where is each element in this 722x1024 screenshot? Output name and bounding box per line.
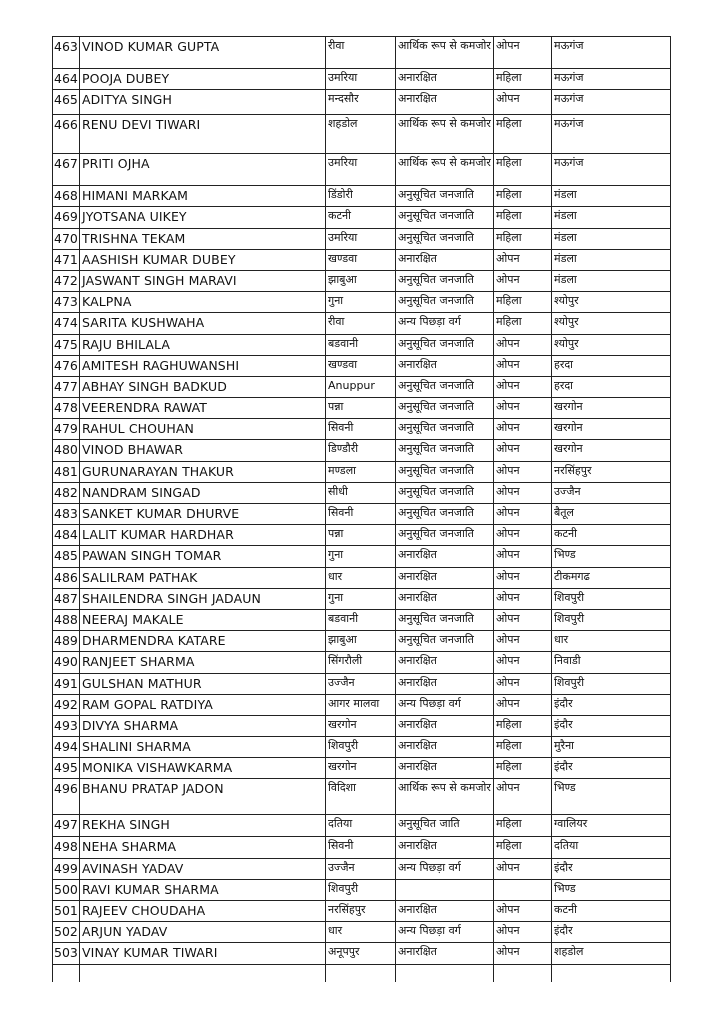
- category-cell: अनारक्षित: [396, 355, 494, 376]
- category-cell: आर्थिक रूप से कमजोर: [396, 154, 494, 186]
- gender-cell: ओपन: [494, 567, 552, 588]
- table-row: [53, 525, 671, 546]
- posting-district-cell: खरगोन: [552, 440, 671, 461]
- category-cell: अनारक्षित: [396, 901, 494, 922]
- table-row: [53, 567, 671, 588]
- category-cell: अनारक्षित: [396, 715, 494, 736]
- gender-cell: ओपन: [494, 779, 552, 815]
- category-cell: अनारक्षित: [396, 737, 494, 758]
- gender-cell: ओपन: [494, 901, 552, 922]
- district-cell: सीधी: [326, 482, 396, 503]
- category-cell: आर्थिक रूप से कमजोर: [396, 37, 494, 69]
- posting-district-cell: मंडला: [552, 207, 671, 228]
- gender-cell: ओपन: [494, 355, 552, 376]
- category-cell: अन्य पिछड़ा वर्ग: [396, 922, 494, 943]
- category-cell: अनुसूचित जनजाति: [396, 334, 494, 355]
- table-row: [53, 609, 671, 630]
- serial-number-cell: 483: [53, 504, 80, 525]
- district-cell: डिण्डौरी: [326, 440, 396, 461]
- table-row: [53, 37, 671, 69]
- posting-district-cell: श्योपुर: [552, 292, 671, 313]
- table-row: [53, 943, 671, 964]
- category-cell: अनुसूचित जनजाति: [396, 631, 494, 652]
- table-row: [53, 779, 671, 815]
- candidate-name-cell: REKHA SINGH: [80, 815, 326, 836]
- table-row: [53, 694, 671, 715]
- gender-cell: महिला: [494, 154, 552, 186]
- gender-cell: ओपन: [494, 482, 552, 503]
- gender-cell: ओपन: [494, 631, 552, 652]
- district-cell: झाबुआ: [326, 270, 396, 291]
- gender-cell: ओपन: [494, 694, 552, 715]
- table-row: [53, 715, 671, 736]
- district-cell: बडवानी: [326, 334, 396, 355]
- candidate-name-cell: SANKET KUMAR DHURVE: [80, 504, 326, 525]
- category-cell: अनुसूचित जनजाति: [396, 504, 494, 525]
- serial-number-cell: 477: [53, 376, 80, 397]
- district-cell: गुना: [326, 588, 396, 609]
- category-cell: अनुसूचित जनजाति: [396, 525, 494, 546]
- candidate-name-cell: POOJA DUBEY: [80, 69, 326, 90]
- serial-number-cell: 473: [53, 292, 80, 313]
- table-row: [53, 461, 671, 482]
- posting-district-cell: नरसिंहपुर: [552, 461, 671, 482]
- serial-number-cell: 474: [53, 313, 80, 334]
- table-row: [53, 90, 671, 115]
- serial-number-cell: 492: [53, 694, 80, 715]
- candidate-name-cell: HIMANI MARKAM: [80, 186, 326, 207]
- empty-cell: [80, 964, 326, 982]
- empty-cell: [396, 964, 494, 982]
- category-cell: अनारक्षित: [396, 69, 494, 90]
- table-row: [53, 879, 671, 900]
- gender-cell: महिला: [494, 292, 552, 313]
- empty-cell: [552, 964, 671, 982]
- candidate-name-cell: NEERAJ MAKALE: [80, 609, 326, 630]
- category-cell: अनुसूचित जनजाति: [396, 419, 494, 440]
- serial-number-cell: 491: [53, 673, 80, 694]
- district-cell: आगर मालवा: [326, 694, 396, 715]
- table-row: [53, 270, 671, 291]
- posting-district-cell: शिवपुरी: [552, 588, 671, 609]
- posting-district-cell: इंदौर: [552, 922, 671, 943]
- district-cell: खरगोन: [326, 758, 396, 779]
- candidate-name-cell: RAJU BHILALA: [80, 334, 326, 355]
- serial-number-cell: 471: [53, 249, 80, 270]
- category-cell: अनुसूचित जनजाति: [396, 461, 494, 482]
- serial-number-cell: 484: [53, 525, 80, 546]
- category-cell: अनारक्षित: [396, 758, 494, 779]
- candidate-name-cell: AASHISH KUMAR DUBEY: [80, 249, 326, 270]
- table-row: [53, 901, 671, 922]
- district-cell: पन्ना: [326, 525, 396, 546]
- gender-cell: ओपन: [494, 609, 552, 630]
- candidate-name-cell: JYOTSANA UIKEY: [80, 207, 326, 228]
- posting-district-cell: शिवपुरी: [552, 673, 671, 694]
- district-cell: नरसिंहपुर: [326, 901, 396, 922]
- posting-district-cell: ग्वालियर: [552, 815, 671, 836]
- posting-district-cell: हरदा: [552, 355, 671, 376]
- gender-cell: ओपन: [494, 943, 552, 964]
- category-cell: अनुसूचित जनजाति: [396, 482, 494, 503]
- serial-number-cell: 479: [53, 419, 80, 440]
- serial-number-cell: 468: [53, 186, 80, 207]
- category-cell: अनुसूचित जनजाति: [396, 440, 494, 461]
- table-row: [53, 249, 671, 270]
- serial-number-cell: 490: [53, 652, 80, 673]
- serial-number-cell: 481: [53, 461, 80, 482]
- district-cell: उमरिया: [326, 228, 396, 249]
- serial-number-cell: 502: [53, 922, 80, 943]
- gender-cell: ओपन: [494, 398, 552, 419]
- posting-district-cell: श्योपुर: [552, 313, 671, 334]
- gender-cell: ओपन: [494, 440, 552, 461]
- posting-district-cell: शहडोल: [552, 943, 671, 964]
- category-cell: अनारक्षित: [396, 943, 494, 964]
- table-row: [53, 334, 671, 355]
- table-row: [53, 376, 671, 397]
- category-cell: अनारक्षित: [396, 546, 494, 567]
- category-cell: आर्थिक रूप से कमजोर: [396, 779, 494, 815]
- candidate-name-cell: SALILRAM PATHAK: [80, 567, 326, 588]
- district-cell: शहडोल: [326, 115, 396, 154]
- candidate-name-cell: PRITI OJHA: [80, 154, 326, 186]
- district-cell: डिंडोरी: [326, 186, 396, 207]
- gender-cell: महिला: [494, 836, 552, 858]
- category-cell: अनारक्षित: [396, 90, 494, 115]
- candidate-name-cell: VINOD BHAWAR: [80, 440, 326, 461]
- serial-number-cell: 475: [53, 334, 80, 355]
- serial-number-cell: 482: [53, 482, 80, 503]
- district-cell: गुना: [326, 292, 396, 313]
- serial-number-cell: 501: [53, 901, 80, 922]
- district-cell: शिवपुरी: [326, 879, 396, 900]
- gender-cell: ओपन: [494, 376, 552, 397]
- district-cell: खण्डवा: [326, 249, 396, 270]
- posting-district-cell: मंडला: [552, 186, 671, 207]
- district-cell: पन्ना: [326, 398, 396, 419]
- candidate-name-cell: SARITA KUSHWAHA: [80, 313, 326, 334]
- serial-number-cell: 488: [53, 609, 80, 630]
- table-row: [53, 440, 671, 461]
- serial-number-cell: 489: [53, 631, 80, 652]
- gender-cell: महिला: [494, 715, 552, 736]
- gender-cell: महिला: [494, 737, 552, 758]
- district-cell: सिवनी: [326, 504, 396, 525]
- candidate-name-cell: RAVI KUMAR SHARMA: [80, 879, 326, 900]
- serial-number-cell: 463: [53, 37, 80, 69]
- category-cell: अनारक्षित: [396, 588, 494, 609]
- candidate-name-cell: LALIT KUMAR HARDHAR: [80, 525, 326, 546]
- serial-number-cell: 495: [53, 758, 80, 779]
- table-row: [53, 922, 671, 943]
- candidate-name-cell: RAM GOPAL RATDIYA: [80, 694, 326, 715]
- posting-district-cell: मुरैना: [552, 737, 671, 758]
- district-cell: सिवनी: [326, 836, 396, 858]
- district-cell: विदिशा: [326, 779, 396, 815]
- posting-district-cell: भिण्ड: [552, 879, 671, 900]
- gender-cell: ओपन: [494, 37, 552, 69]
- district-cell: दतिया: [326, 815, 396, 836]
- candidate-name-cell: RAJEEV CHOUDAHA: [80, 901, 326, 922]
- posting-district-cell: भिण्ड: [552, 779, 671, 815]
- candidate-name-cell: VEERENDRA RAWAT: [80, 398, 326, 419]
- category-cell: अनुसूचित जनजाति: [396, 207, 494, 228]
- district-cell: मन्दसौर: [326, 90, 396, 115]
- table-row: [53, 207, 671, 228]
- district-cell: शिवपुरी: [326, 737, 396, 758]
- gender-cell: [494, 879, 552, 900]
- table-row: [53, 355, 671, 376]
- table-row: [53, 815, 671, 836]
- table-row: [53, 758, 671, 779]
- posting-district-cell: मऊगंज: [552, 37, 671, 69]
- district-cell: उज्जैन: [326, 858, 396, 879]
- table-row: [53, 836, 671, 858]
- table-row: [53, 631, 671, 652]
- gender-cell: ओपन: [494, 504, 552, 525]
- district-cell: खरगोन: [326, 715, 396, 736]
- serial-number-cell: 499: [53, 858, 80, 879]
- category-cell: अनुसूचित जनजाति: [396, 609, 494, 630]
- category-cell: अनारक्षित: [396, 652, 494, 673]
- candidate-name-cell: NANDRAM SINGAD: [80, 482, 326, 503]
- serial-number-cell: 487: [53, 588, 80, 609]
- district-cell: उज्जैन: [326, 673, 396, 694]
- table-row: [53, 115, 671, 154]
- posting-district-cell: उज्जैन: [552, 482, 671, 503]
- gender-cell: महिला: [494, 115, 552, 154]
- district-cell: रीवा: [326, 37, 396, 69]
- gender-cell: महिला: [494, 313, 552, 334]
- category-cell: अनारक्षित: [396, 249, 494, 270]
- serial-number-cell: 467: [53, 154, 80, 186]
- serial-number-cell: 503: [53, 943, 80, 964]
- category-cell: अनारक्षित: [396, 836, 494, 858]
- candidate-name-cell: DIVYA SHARMA: [80, 715, 326, 736]
- posting-district-cell: खरगोन: [552, 419, 671, 440]
- serial-number-cell: 500: [53, 879, 80, 900]
- category-cell: अनुसूचित जनजाति: [396, 376, 494, 397]
- posting-district-cell: भिण्ड: [552, 546, 671, 567]
- candidate-name-cell: GULSHAN MATHUR: [80, 673, 326, 694]
- district-cell: Anuppur: [326, 376, 396, 397]
- category-cell: [396, 879, 494, 900]
- serial-number-cell: 493: [53, 715, 80, 736]
- posting-district-cell: इंदौर: [552, 694, 671, 715]
- candidate-name-cell: JASWANT SINGH MARAVI: [80, 270, 326, 291]
- category-cell: अनुसूचित जनजाति: [396, 398, 494, 419]
- table-empty-row: [53, 964, 671, 982]
- serial-number-cell: 465: [53, 90, 80, 115]
- gender-cell: ओपन: [494, 419, 552, 440]
- district-cell: धार: [326, 567, 396, 588]
- gender-cell: महिला: [494, 69, 552, 90]
- district-cell: उमरिया: [326, 154, 396, 186]
- candidate-name-cell: PAWAN SINGH TOMAR: [80, 546, 326, 567]
- serial-number-cell: 497: [53, 815, 80, 836]
- gender-cell: ओपन: [494, 673, 552, 694]
- posting-district-cell: मऊगंज: [552, 90, 671, 115]
- gender-cell: ओपन: [494, 652, 552, 673]
- serial-number-cell: 476: [53, 355, 80, 376]
- empty-cell: [326, 964, 396, 982]
- posting-district-cell: इंदौर: [552, 858, 671, 879]
- category-cell: अनारक्षित: [396, 673, 494, 694]
- gender-cell: ओपन: [494, 922, 552, 943]
- gender-cell: महिला: [494, 186, 552, 207]
- district-cell: गुना: [326, 546, 396, 567]
- table-row: [53, 652, 671, 673]
- table-row: [53, 292, 671, 313]
- district-cell: खण्डवा: [326, 355, 396, 376]
- gender-cell: ओपन: [494, 334, 552, 355]
- district-cell: अनूपपुर: [326, 943, 396, 964]
- empty-cell: [494, 964, 552, 982]
- candidate-name-cell: BHANU PRATAP JADON: [80, 779, 326, 815]
- district-cell: उमरिया: [326, 69, 396, 90]
- candidate-name-cell: TRISHNA TEKAM: [80, 228, 326, 249]
- table-row: [53, 186, 671, 207]
- candidate-name-cell: VINAY KUMAR TIWARI: [80, 943, 326, 964]
- gender-cell: ओपन: [494, 546, 552, 567]
- candidate-name-cell: ABHAY SINGH BADKUD: [80, 376, 326, 397]
- posting-district-cell: कटनी: [552, 901, 671, 922]
- serial-number-cell: 470: [53, 228, 80, 249]
- district-cell: रीवा: [326, 313, 396, 334]
- gender-cell: महिला: [494, 207, 552, 228]
- table-row: [53, 69, 671, 90]
- category-cell: अनुसूचित जनजाति: [396, 228, 494, 249]
- category-cell: अनारक्षित: [396, 567, 494, 588]
- category-cell: अन्य पिछड़ा वर्ग: [396, 858, 494, 879]
- gender-cell: ओपन: [494, 270, 552, 291]
- serial-number-cell: 498: [53, 836, 80, 858]
- posting-district-cell: टीकमगढ: [552, 567, 671, 588]
- posting-district-cell: इंदौर: [552, 758, 671, 779]
- gender-cell: ओपन: [494, 588, 552, 609]
- posting-district-cell: मऊगंज: [552, 154, 671, 186]
- posting-district-cell: धार: [552, 631, 671, 652]
- candidate-name-cell: RAHUL CHOUHAN: [80, 419, 326, 440]
- table-row: [53, 482, 671, 503]
- candidate-name-cell: KALPNA: [80, 292, 326, 313]
- serial-number-cell: 469: [53, 207, 80, 228]
- table-row: [53, 858, 671, 879]
- category-cell: आर्थिक रूप से कमजोर: [396, 115, 494, 154]
- posting-district-cell: इंदौर: [552, 715, 671, 736]
- table-row: [53, 546, 671, 567]
- candidate-name-cell: VINOD KUMAR GUPTA: [80, 37, 326, 69]
- posting-district-cell: शिवपुरी: [552, 609, 671, 630]
- posting-district-cell: श्योपुर: [552, 334, 671, 355]
- posting-district-cell: बैतूल: [552, 504, 671, 525]
- district-cell: कटनी: [326, 207, 396, 228]
- gender-cell: ओपन: [494, 90, 552, 115]
- gender-cell: ओपन: [494, 249, 552, 270]
- table-row: [53, 228, 671, 249]
- posting-district-cell: निवाडी: [552, 652, 671, 673]
- district-cell: सिंगरौली: [326, 652, 396, 673]
- table-row: [53, 588, 671, 609]
- candidate-name-cell: ARJUN YADAV: [80, 922, 326, 943]
- table-row: [53, 673, 671, 694]
- candidate-name-cell: GURUNARAYAN THAKUR: [80, 461, 326, 482]
- posting-district-cell: मंडला: [552, 228, 671, 249]
- district-cell: झाबुआ: [326, 631, 396, 652]
- category-cell: अनुसूचित जनजाति: [396, 270, 494, 291]
- serial-number-cell: 466: [53, 115, 80, 154]
- gender-cell: महिला: [494, 228, 552, 249]
- serial-number-cell: 480: [53, 440, 80, 461]
- serial-number-cell: 464: [53, 69, 80, 90]
- category-cell: अनुसूचित जनजाति: [396, 292, 494, 313]
- posting-district-cell: मंडला: [552, 249, 671, 270]
- posting-district-cell: मऊगंज: [552, 115, 671, 154]
- serial-number-cell: 494: [53, 737, 80, 758]
- gender-cell: ओपन: [494, 858, 552, 879]
- table-row: [53, 737, 671, 758]
- district-cell: बडवानी: [326, 609, 396, 630]
- table-row: [53, 154, 671, 186]
- serial-number-cell: 478: [53, 398, 80, 419]
- district-cell: मण्डला: [326, 461, 396, 482]
- candidate-name-cell: DHARMENDRA KATARE: [80, 631, 326, 652]
- table-body: [53, 37, 671, 983]
- serial-number-cell: 472: [53, 270, 80, 291]
- candidate-name-cell: MONIKA VISHAWKARMA: [80, 758, 326, 779]
- candidate-name-cell: SHALINI SHARMA: [80, 737, 326, 758]
- candidate-name-cell: AVINASH YADAV: [80, 858, 326, 879]
- table-row: [53, 419, 671, 440]
- category-cell: अनुसूचित जाति: [396, 815, 494, 836]
- gender-cell: महिला: [494, 758, 552, 779]
- gender-cell: ओपन: [494, 525, 552, 546]
- district-cell: सिवनी: [326, 419, 396, 440]
- posting-district-cell: हरदा: [552, 376, 671, 397]
- serial-number-cell: 485: [53, 546, 80, 567]
- serial-number-cell: 496: [53, 779, 80, 815]
- category-cell: अनुसूचित जनजाति: [396, 186, 494, 207]
- candidate-name-cell: AMITESH RAGHUWANSHI: [80, 355, 326, 376]
- table-row: [53, 398, 671, 419]
- table-row: [53, 504, 671, 525]
- candidate-table: [52, 36, 671, 982]
- candidate-name-cell: RANJEET SHARMA: [80, 652, 326, 673]
- posting-district-cell: दतिया: [552, 836, 671, 858]
- candidate-name-cell: SHAILENDRA SINGH JADAUN: [80, 588, 326, 609]
- district-cell: धार: [326, 922, 396, 943]
- posting-district-cell: मऊगंज: [552, 69, 671, 90]
- posting-district-cell: खरगोन: [552, 398, 671, 419]
- posting-district-cell: मंडला: [552, 270, 671, 291]
- gender-cell: महिला: [494, 815, 552, 836]
- category-cell: अन्य पिछड़ा वर्ग: [396, 694, 494, 715]
- candidate-name-cell: RENU DEVI TIWARI: [80, 115, 326, 154]
- category-cell: अन्य पिछड़ा वर्ग: [396, 313, 494, 334]
- gender-cell: ओपन: [494, 461, 552, 482]
- empty-cell: [53, 964, 80, 982]
- table-row: [53, 313, 671, 334]
- serial-number-cell: 486: [53, 567, 80, 588]
- candidate-name-cell: NEHA SHARMA: [80, 836, 326, 858]
- posting-district-cell: कटनी: [552, 525, 671, 546]
- candidate-name-cell: ADITYA SINGH: [80, 90, 326, 115]
